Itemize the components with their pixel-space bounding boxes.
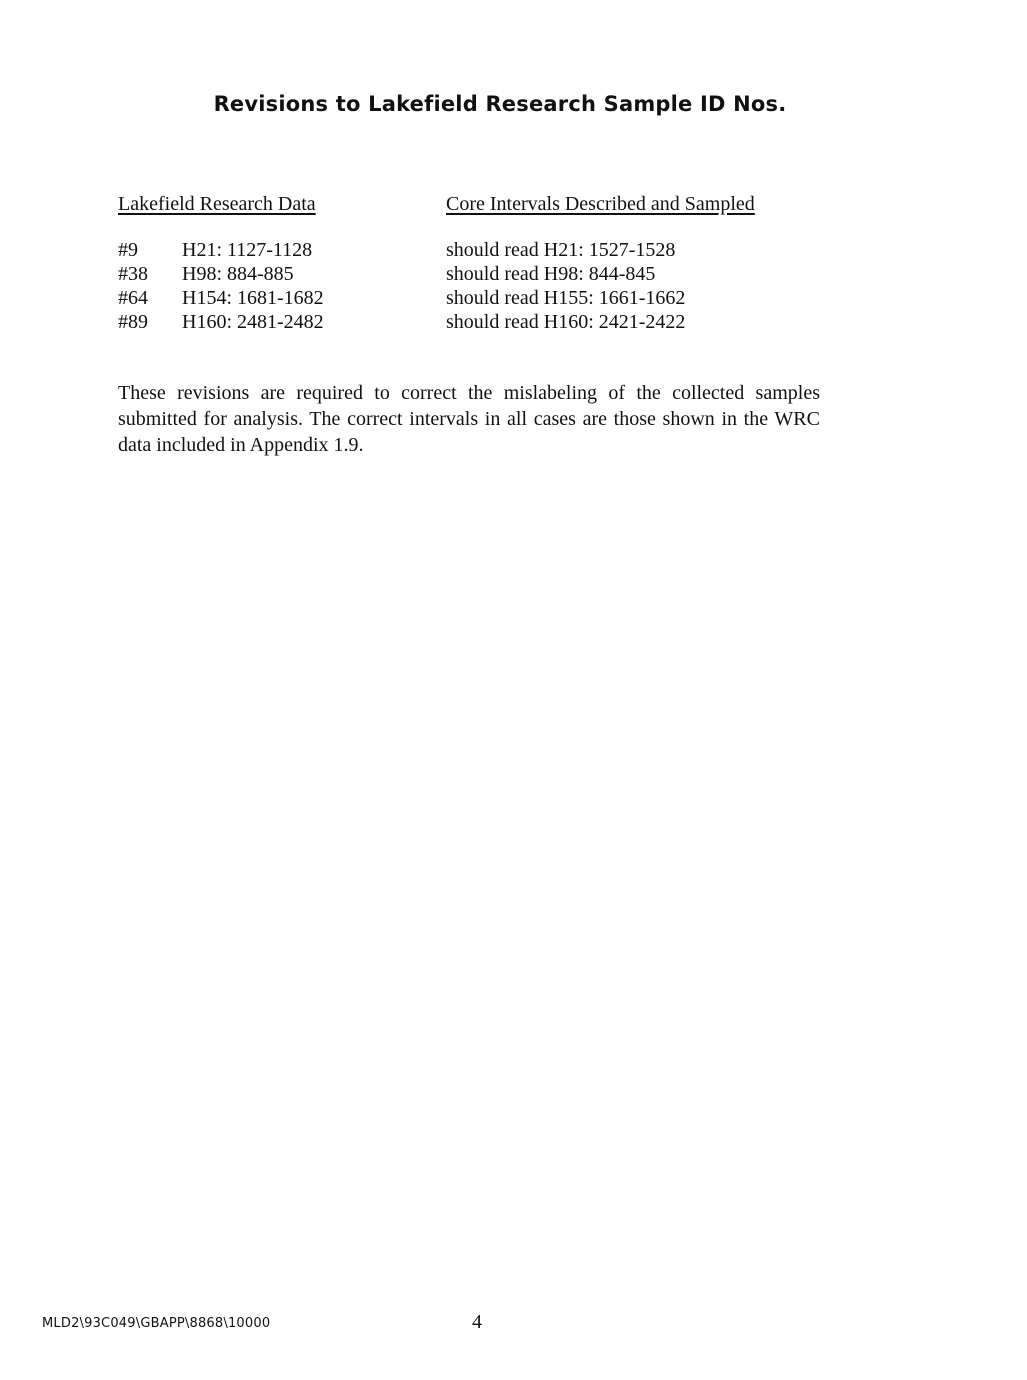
sample-number: #89 [118,311,148,333]
sample-number: #64 [118,287,148,309]
corrected-interval: should read H21: 1527-1528 [446,239,676,261]
sample-number: #9 [118,239,138,261]
original-interval: H98: 884-885 [182,263,294,285]
corrected-interval: should read H160: 2421-2422 [446,311,686,333]
original-interval: H160: 2481-2482 [182,311,324,333]
corrected-interval: should read H155: 1661-1662 [446,287,686,309]
column-header-core-intervals: Core Intervals Described and Sampled [446,193,755,215]
original-interval: H154: 1681-1682 [182,287,324,309]
document-reference: MLD2\93C049\GBAPP\8868\10000 [42,1316,271,1331]
original-interval: H21: 1127-1128 [182,239,313,261]
corrected-interval: should read H98: 844-845 [446,263,656,285]
explanation-paragraph: These revisions are required to correct the mislabeling of the collected samples submitted for analysis. The correct intervals in all cases are those shown in the WRC data included in Appendix 1.9. [118,382,820,456]
column-header-lakefield-data: Lakefield Research Data [118,193,316,215]
sample-number: #38 [118,263,148,285]
page-title: Revisions to Lakefield Research Sample ID Nos. [213,92,787,116]
page-number: 4 [472,1311,482,1333]
